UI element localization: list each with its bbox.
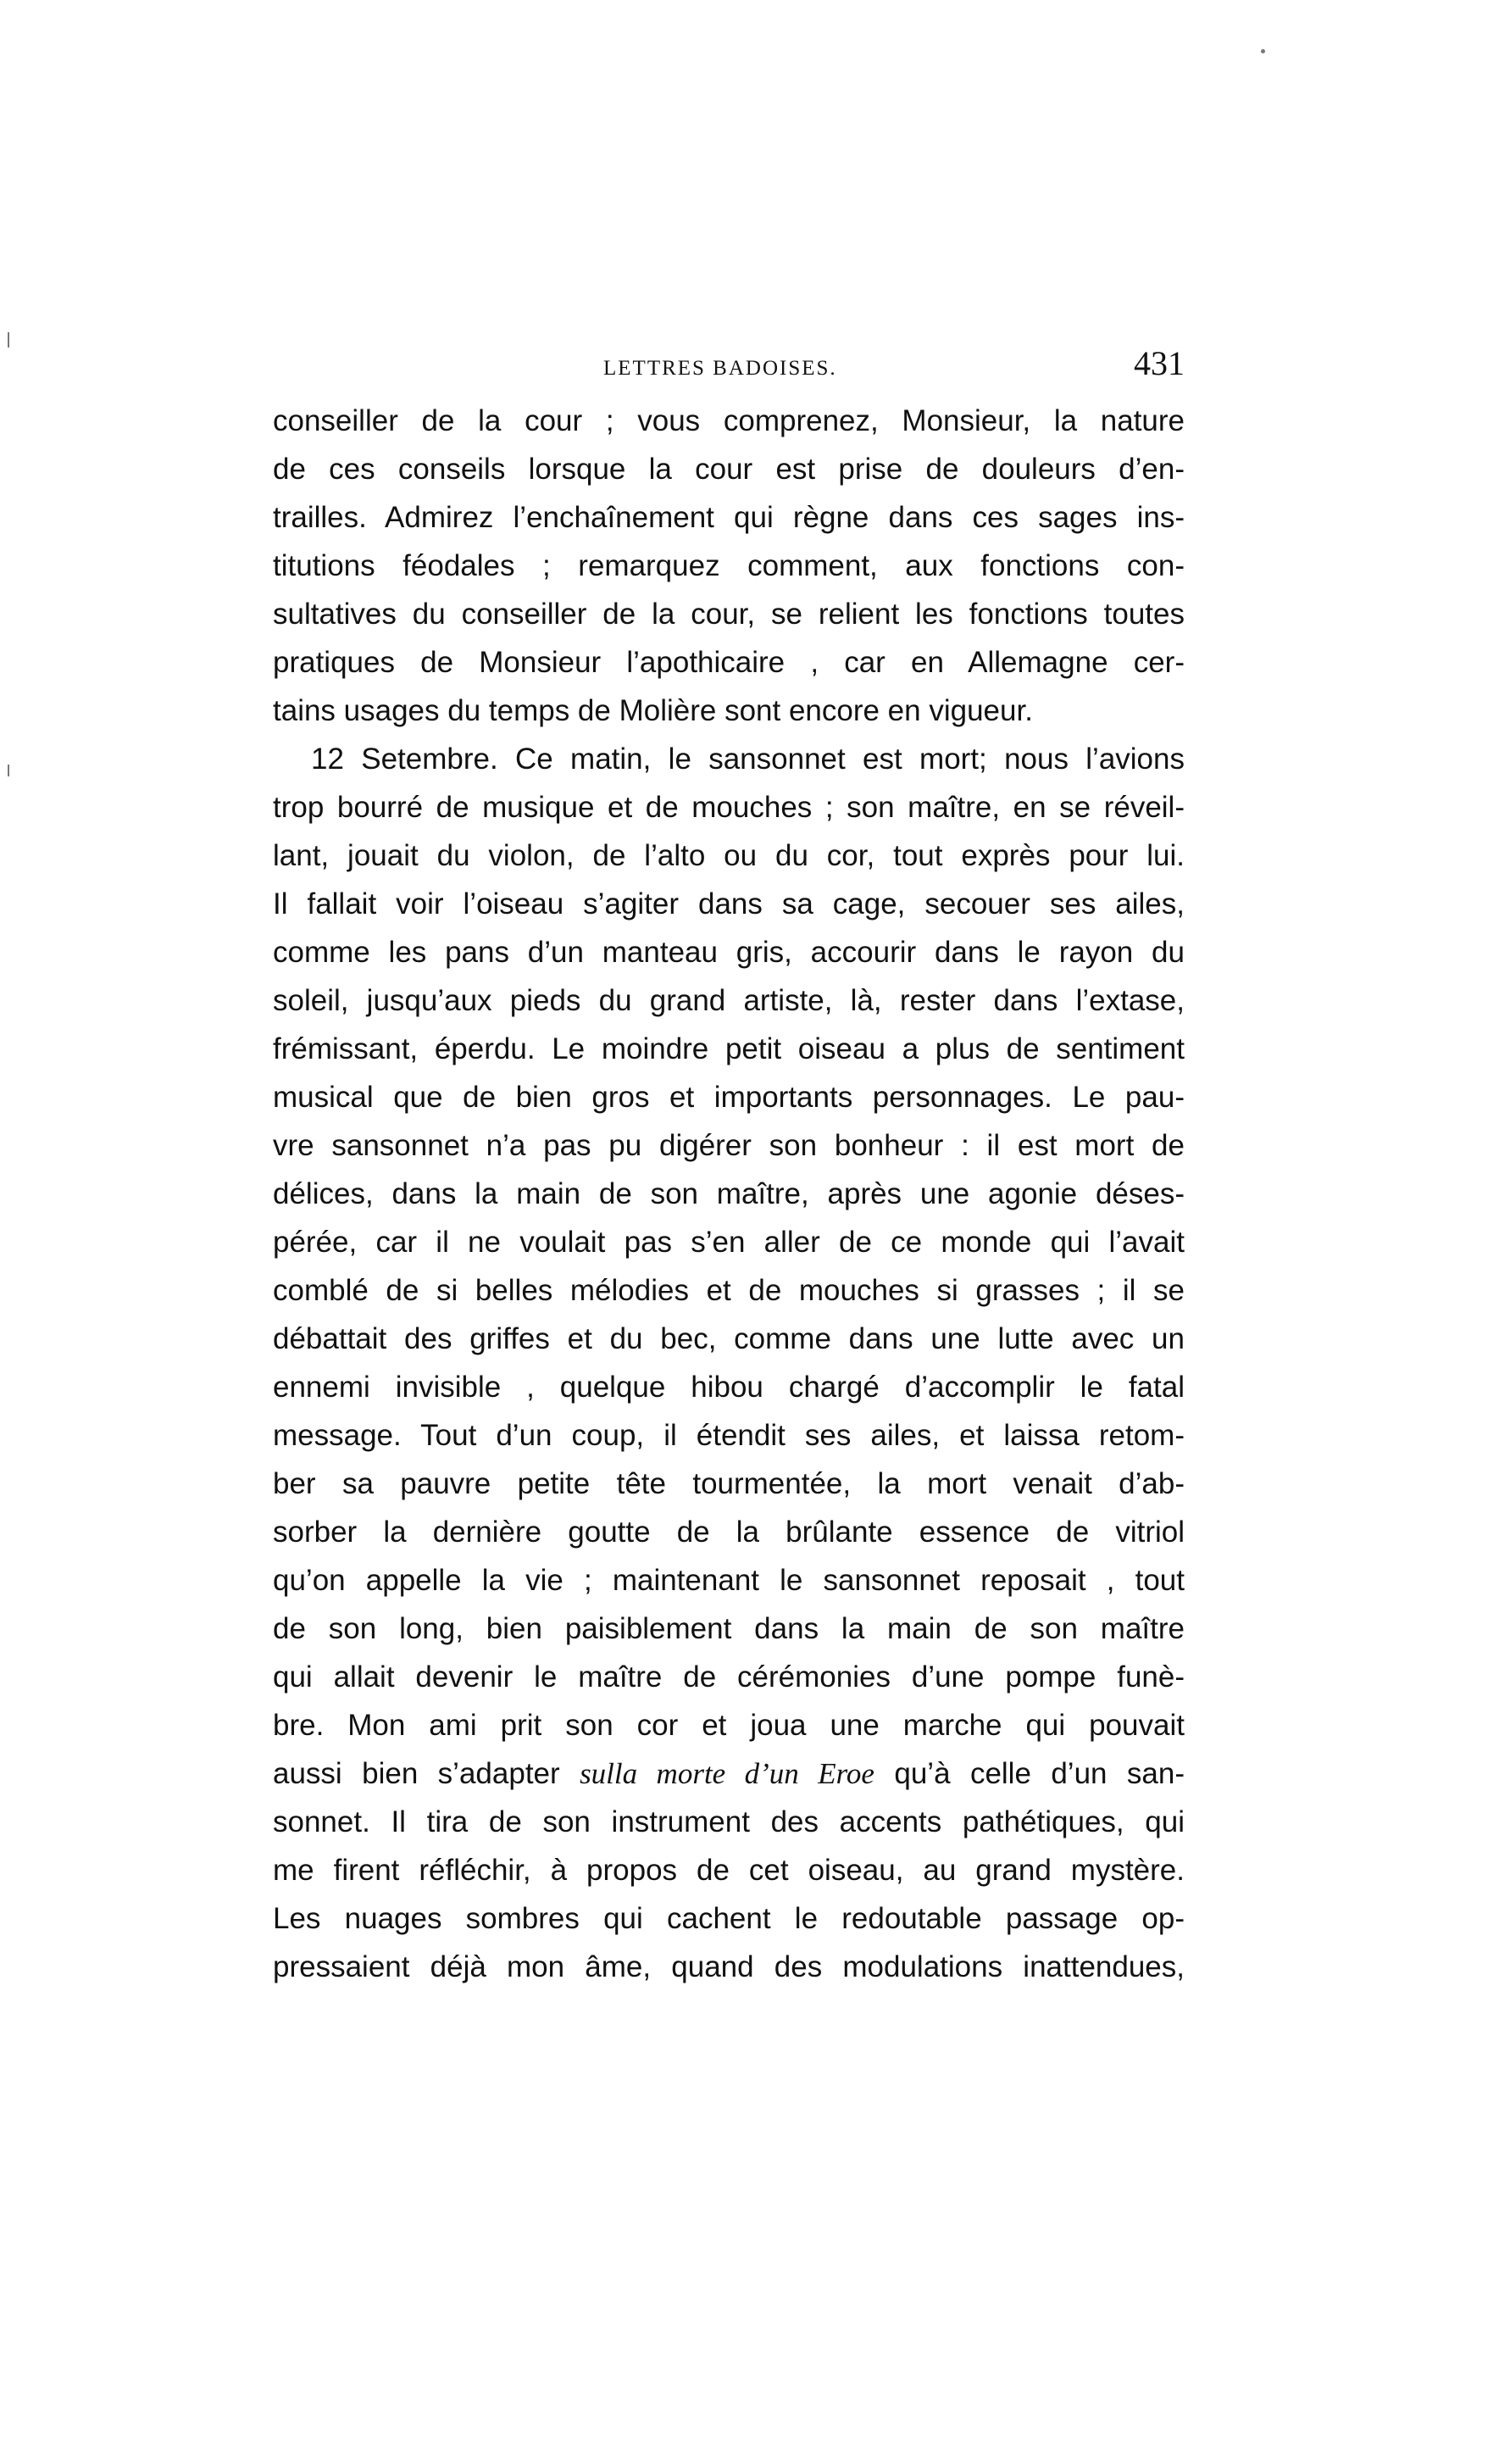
- text-line-29: [273, 1749, 1185, 1798]
- text-line-21: ennemi invisible , quelque hibou chargé d’accomplir le fatal: [273, 1371, 1185, 1404]
- text-line-7: tains usages du temps de Molière sont encore en vigueur.: [273, 694, 1033, 727]
- text-line-31: me firent réfléchir, à propos de cet oiseau, au grand mystère.: [273, 1854, 1185, 1887]
- running-head: [273, 343, 1185, 394]
- text-line-9: trop bourré de musique et de mouches ; son maître, en se réveil-: [273, 791, 1185, 824]
- text-line-22: message. Tout d’un coup, il étendit ses ailes, et laissa retom-: [273, 1419, 1185, 1452]
- text-line-1: conseiller de la cour ; vous comprenez, Monsieur, la nature: [273, 404, 1185, 437]
- text-line-12: comme les pans d’un manteau gris, accourir dans le rayon du: [273, 936, 1185, 969]
- scan-mark-top-right: [1261, 49, 1265, 53]
- text-line-29-start: aussi bien s’adapter: [273, 1757, 580, 1790]
- text-line-5: sultatives du conseiller de la cour, se relient les fonctions toutes: [273, 598, 1185, 631]
- text-line-15: musical que de bien gros et importants personnages. Le pau-: [273, 1081, 1185, 1114]
- text-line-13: soleil, jusqu’aux pieds du grand artiste, là, rester dans l’extase,: [273, 984, 1185, 1017]
- text-line-28: bre. Mon ami prit son cor et joua une marche qui pouvait: [273, 1709, 1185, 1742]
- text-line-11: Il fallait voir l’oiseau s’agiter dans sa cage, secouer ses ailes,: [273, 887, 1185, 921]
- text-line-3: trailles. Admirez l’enchaînement qui règne dans ces sages ins-: [273, 501, 1185, 534]
- text-line-32: Les nuages sombres qui cachent le redoutable passage op-: [273, 1902, 1185, 1935]
- text-line-16: vre sansonnet n’a pas pu digérer son bonheur : il est mort de: [273, 1129, 1185, 1162]
- text-line-4: titutions féodales ; remarquez comment, aux fonctions con-: [273, 549, 1185, 582]
- scan-mark-left-lower: [8, 765, 9, 776]
- text-line-19: comblé de si belles mélodies et de mouches si grasses ; il se: [273, 1274, 1185, 1307]
- text-line-8: 12 Setembre. Ce matin, le sansonnet est mort; nous l’avions: [311, 743, 1185, 776]
- text-line-18: pérée, car il ne voulait pas s’en aller de ce monde qui l’avait: [273, 1226, 1185, 1259]
- scan-mark-left: [8, 332, 9, 348]
- text-line-24: sorber la dernière goutte de la brûlante essence de vitriol: [273, 1516, 1185, 1549]
- text-line-17: délices, dans la main de son maître, après une agonie déses-: [273, 1177, 1185, 1210]
- text-line-23: ber sa pauvre petite tête tourmentée, la mort venait d’ab-: [273, 1467, 1185, 1500]
- body-text: [273, 397, 1185, 1991]
- text-line-30: sonnet. Il tira de son instrument des accents pathétiques, qui: [273, 1805, 1185, 1838]
- text-line-29-end: qu’à celle d’un san-: [874, 1757, 1185, 1790]
- running-title: LETTRES BADOISES.: [603, 357, 837, 380]
- page-number: 431: [1134, 344, 1185, 382]
- text-line-10: lant, jouait du violon, de l’alto ou du cor, tout exprès pour lui.: [273, 839, 1185, 872]
- text-line-27: qui allait devenir le maître de cérémonies d’une pompe funè-: [273, 1660, 1185, 1694]
- text-line-26: de son long, bien paisiblement dans la main de son maître: [273, 1612, 1185, 1645]
- text-line-20: débattait des griffes et du bec, comme dans une lutte avec un: [273, 1322, 1185, 1355]
- text-line-2: de ces conseils lorsque la cour est prise de douleurs d’en-: [273, 453, 1185, 486]
- italic-title: sulla morte d’un Eroe: [580, 1757, 874, 1790]
- text-line-6: pratiques de Monsieur l’apothicaire , car en Allemagne cer-: [273, 646, 1185, 679]
- text-line-25: qu’on appelle la vie ; maintenant le sansonnet reposait , tout: [273, 1564, 1185, 1597]
- text-line-33: pressaient déjà mon âme, quand des modulations inattendues,: [273, 1950, 1185, 1983]
- text-line-14: frémissant, éperdu. Le moindre petit oiseau a plus de sentiment: [273, 1032, 1185, 1065]
